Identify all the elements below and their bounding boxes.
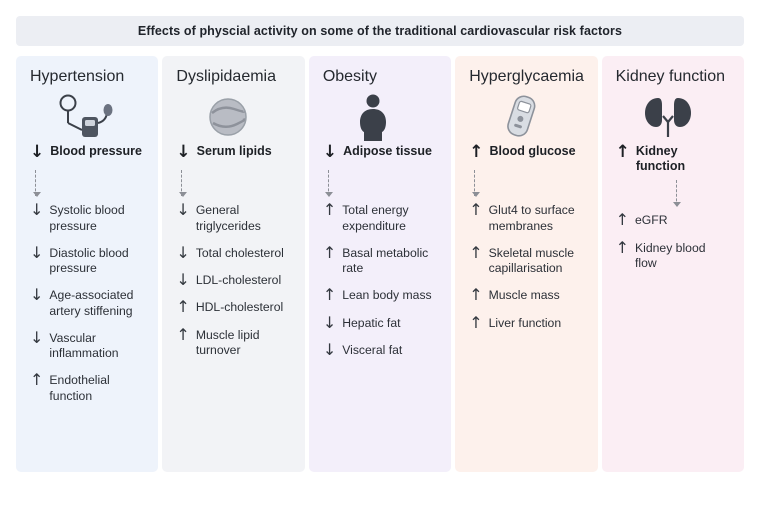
column-hyperglycaemia	[455, 56, 597, 472]
column-headline	[30, 144, 144, 164]
column-headline	[616, 144, 730, 174]
list-item-label: Kidney blood flow	[635, 240, 706, 270]
column-title: Kidney function	[615, 68, 726, 85]
list-item	[176, 324, 290, 359]
arrow-up-icon: ↑	[469, 200, 483, 220]
dashed-connector	[676, 180, 677, 206]
column-obesity	[309, 56, 451, 472]
list-item-label: Age-associated artery stiffening	[49, 288, 134, 318]
list-item-label: Endothelial function	[49, 373, 110, 403]
dashed-connector	[35, 170, 36, 196]
headline-text: Serum lipids	[196, 144, 272, 159]
arrow-down-icon: ↓	[176, 200, 190, 220]
arrow-down-icon: ↓	[30, 242, 44, 262]
arrow-down-icon: ↓	[176, 142, 191, 163]
arrow-up-icon: ↑	[322, 200, 337, 220]
column-dyslipidaemia	[162, 56, 304, 472]
list-item-label: Liver function	[488, 315, 562, 330]
arrow-down-icon: ↓	[176, 270, 190, 290]
column-headline	[323, 144, 437, 164]
column-headline	[176, 144, 290, 164]
arrow-up-icon: ↑	[322, 285, 337, 305]
list-item-label: General triglycerides	[195, 203, 261, 233]
list-item-label: Systolic blood pressure	[49, 203, 125, 233]
list-item	[322, 312, 437, 332]
list-item	[176, 272, 290, 288]
list-item	[176, 242, 290, 262]
column-title: Hyperglycaemia	[469, 68, 584, 85]
list-item-label: LDL-cholesterol	[195, 273, 282, 288]
arrow-down-icon: ↓	[30, 285, 44, 305]
headline-text: Adipose tissue	[343, 144, 432, 159]
body-figure-icon	[323, 90, 437, 144]
list-item-label: Glut4 to surface membranes	[488, 203, 575, 233]
arrow-down-icon: ↓	[30, 327, 44, 347]
glucose-meter-icon	[469, 90, 583, 144]
dashed-connector	[181, 170, 182, 196]
items-list	[30, 202, 144, 404]
list-item-label: Total cholesterol	[195, 245, 284, 260]
dashed-connector	[328, 170, 329, 196]
list-item	[30, 242, 144, 277]
arrow-up-icon: ↑	[176, 297, 190, 317]
arrow-up-icon: ↑	[469, 285, 483, 305]
list-item-label: Hepatic fat	[342, 315, 401, 330]
list-item	[30, 372, 144, 404]
arrow-up-icon: ↑	[615, 142, 630, 163]
items-list	[323, 202, 437, 358]
list-item	[615, 237, 730, 272]
list-item-label: eGFR	[635, 213, 668, 228]
arrow-up-icon: ↑	[469, 142, 484, 163]
blood-pressure-cuff-icon	[30, 90, 144, 144]
list-item	[322, 242, 437, 277]
arrow-up-icon: ↑	[469, 312, 483, 332]
list-item	[176, 202, 290, 234]
items-list	[469, 202, 583, 331]
list-item	[30, 202, 144, 234]
column-kidney-function	[602, 56, 744, 472]
lipid-sphere-icon	[176, 90, 290, 144]
dashed-connector	[474, 170, 475, 196]
list-item-label: Visceral fat	[342, 342, 403, 357]
arrow-up-icon: ↑	[615, 210, 630, 230]
arrow-up-icon: ↑	[615, 237, 630, 257]
list-item	[469, 202, 583, 234]
kidneys-icon	[616, 90, 730, 144]
list-item-label: Lean body mass	[342, 288, 432, 303]
headline-text: Blood pressure	[50, 144, 142, 159]
items-list	[176, 202, 290, 358]
list-item	[469, 242, 583, 277]
arrow-down-icon: ↓	[30, 142, 45, 163]
list-item	[469, 312, 583, 332]
arrow-down-icon: ↓	[322, 339, 337, 359]
diagram-title-banner	[16, 16, 744, 46]
list-item	[469, 287, 583, 303]
headline-text: Blood glucose	[489, 144, 576, 159]
arrow-down-icon: ↓	[176, 242, 190, 262]
columns-container	[16, 56, 744, 472]
list-item-label: Muscle mass	[488, 288, 560, 303]
list-item	[30, 287, 144, 319]
arrow-up-icon: ↑	[322, 242, 337, 262]
headline-text: Kidney function	[635, 144, 686, 174]
arrow-down-icon: ↓	[322, 142, 338, 163]
diagram-title: Effects of physcial activity on some of the traditional cardiovascular risk factors	[137, 24, 623, 38]
list-item-label: Vascular inflammation	[49, 330, 119, 361]
arrow-down-icon: ↓	[322, 312, 337, 332]
list-item-label: Muscle lipid turnover	[195, 327, 260, 357]
items-list	[616, 212, 730, 271]
arrow-up-icon: ↑	[176, 324, 190, 344]
column-title: Obesity	[322, 68, 378, 85]
column-title: Hypertension	[30, 68, 125, 85]
list-item	[176, 299, 290, 315]
list-item-label: Total energy expenditure	[342, 203, 409, 233]
list-item-label: HDL-cholesterol	[195, 300, 284, 315]
list-item	[323, 287, 437, 303]
arrow-up-icon: ↑	[469, 242, 483, 262]
column-headline	[469, 144, 583, 164]
list-item-label: Basal metabolic rate	[342, 245, 429, 276]
column-title: Dyslipidaemia	[176, 68, 276, 85]
arrow-down-icon: ↓	[30, 200, 44, 220]
list-item-label: Skeletal muscle capillarisation	[488, 245, 574, 276]
list-item	[322, 339, 437, 359]
list-item	[323, 202, 437, 234]
column-hypertension	[16, 56, 158, 472]
list-item	[30, 327, 144, 362]
list-item-label: Diastolic blood pressure	[49, 245, 129, 276]
list-item	[616, 212, 730, 228]
arrow-up-icon: ↑	[30, 370, 44, 390]
